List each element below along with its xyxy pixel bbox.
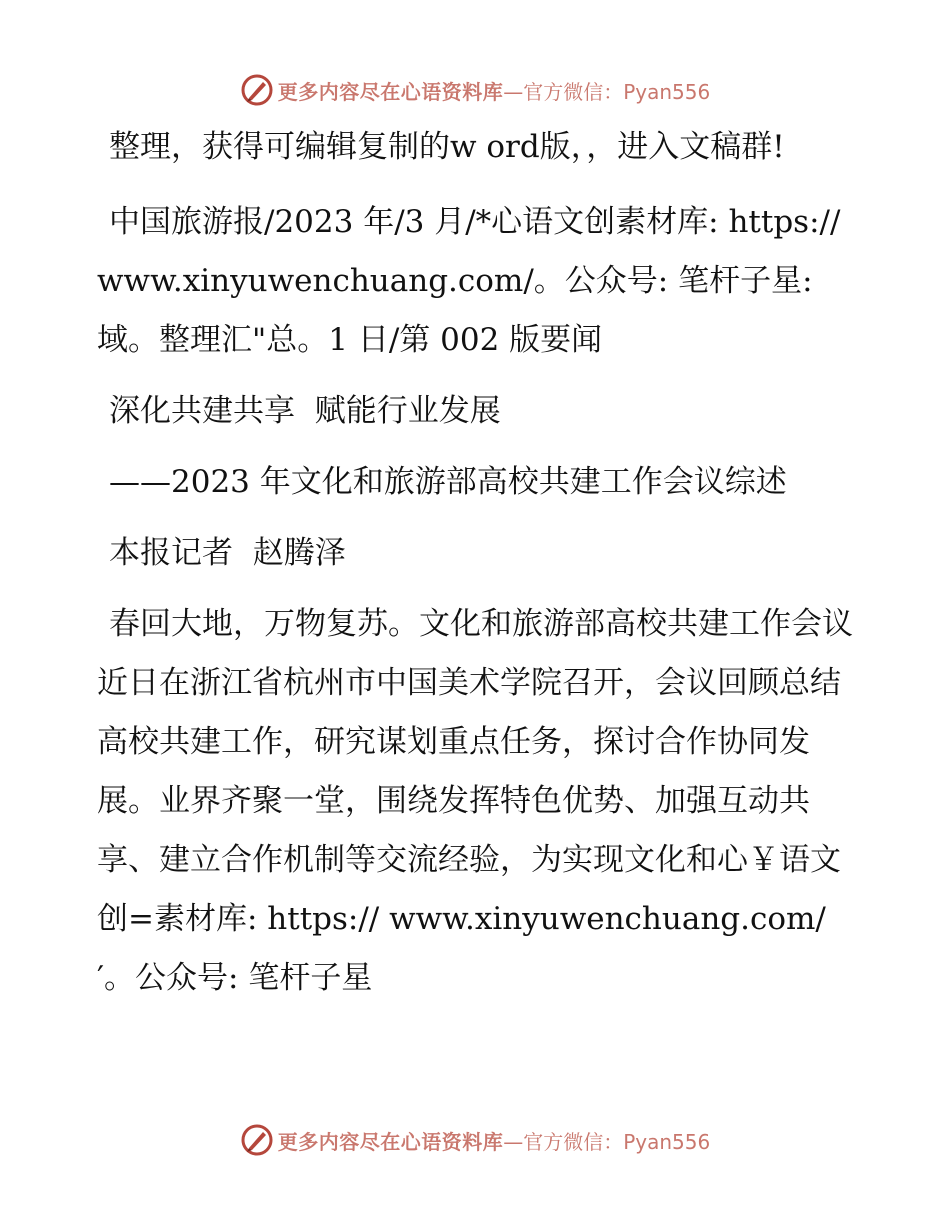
header-banner-suffix: —官方微信：Pyan556	[503, 79, 711, 104]
header-banner	[0, 70, 950, 110]
footer-banner-suffix: —官方微信：Pyan556	[503, 1129, 711, 1154]
article-title: 深化共建共享 赋能行业发展	[109, 393, 501, 429]
header-banner-text: 更多内容尽在心语资料库	[277, 79, 504, 104]
footer-banner	[0, 1120, 950, 1160]
source-paragraph: 中国旅游报/2023 年/3 月/*心语文创素材库: https://www.xinyuwenchuang.com/。公众号: 笔杆子星:域。整理汇"总。1 日/第 002 版要闻	[97, 204, 841, 358]
article-author: 本报记者 赵腾泽	[109, 535, 346, 571]
footer-banner-text: 更多内容尽在心语资料库	[277, 1129, 504, 1154]
article-subtitle: ——2023 年文化和旅游部高校共建工作会议综述	[109, 464, 787, 500]
body-paragraph: 春回大地，万物复苏。文化和旅游部高校共建工作会议近日在浙江省杭州市中国美术学院召开，会议回顾总结高校共建工作，研究谋划重点任务，探讨合作协同发展。业界齐聚一堂，围绕发挥特色优势、加强互动共享、建立合作机制等交流经验，为实现文化和心￥语文创=素材库: https:// www.xinyuwenchuang.com/′。公众号: 笔杆子星	[97, 606, 853, 996]
quill-logo-icon	[240, 73, 274, 107]
quill-logo-icon	[240, 1123, 274, 1157]
article	[97, 118, 857, 1020]
intro-paragraph: 整理，获得可编辑复制的w ord版，，进入文稿群!	[109, 129, 785, 165]
